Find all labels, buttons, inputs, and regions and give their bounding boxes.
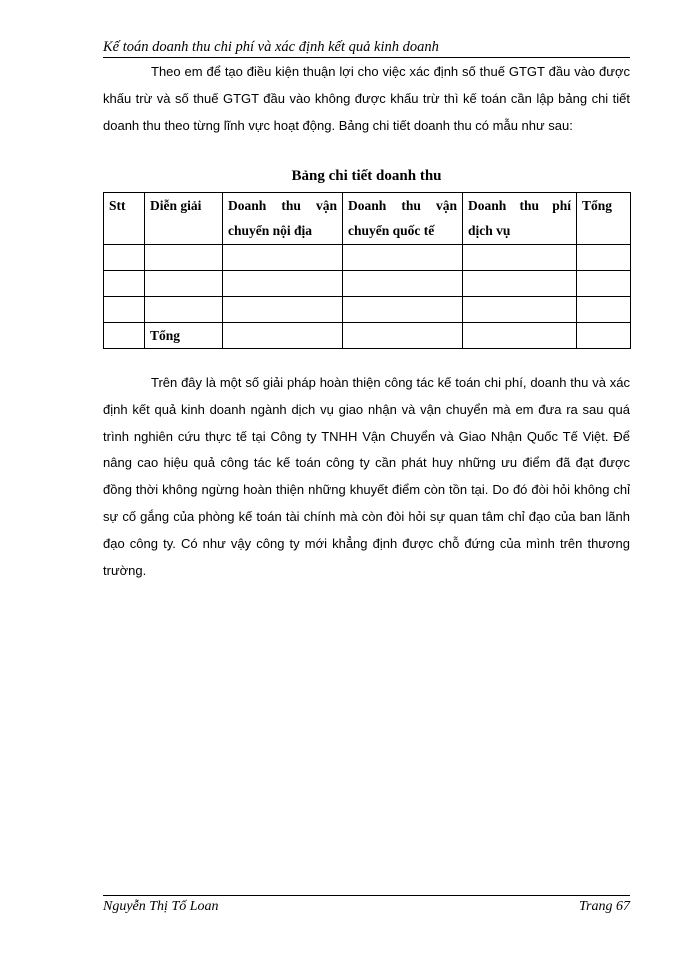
table-cell [463, 323, 577, 349]
table-cell [343, 271, 463, 297]
footer-divider [103, 895, 630, 896]
col-header-stt: Stt [104, 193, 145, 245]
table-cell [223, 323, 343, 349]
col-header-total: Tổng [577, 193, 631, 245]
table-header-row [104, 193, 631, 245]
table-cell [145, 297, 223, 323]
intro-paragraph: Theo em để tạo điều kiện thuận lợi cho việc xác định số thuế GTGT đầu vào được khấu trừ và số thuế GTGT đầu vào không được khấu trừ thì kế toán cần lập bảng chi tiết doanh thu theo từng lĩnh vực hoạt động. Bảng chi tiết doanh thu có mẫu như sau: [103, 64, 630, 133]
table-cell [343, 297, 463, 323]
table-cell [104, 297, 145, 323]
table-cell [223, 297, 343, 323]
table-cell [577, 245, 631, 271]
col-header-international-revenue: Doanh thu vận chuyển quốc tế [343, 193, 463, 245]
table-cell [104, 245, 145, 271]
table-cell [223, 245, 343, 271]
table-cell [145, 245, 223, 271]
table-cell [343, 245, 463, 271]
table-row [104, 297, 631, 323]
table-cell [104, 271, 145, 297]
table-cell [463, 245, 577, 271]
table-row [104, 245, 631, 271]
table-cell [145, 271, 223, 297]
conclusion-paragraph: Trên đây là một số giải pháp hoàn thiện công tác kế toán chi phí, doanh thu và xác định kết quả kinh doanh ngành dịch vụ giao nhận và vận chuyển mà em đưa ra sau quá trình nghiên cứu thực tế tại Công ty TNHH Vận Chuyển và Giao Nhận Quốc Tế Việt. Để nâng cao hiệu quả công tác kế toán công ty cần phát huy những ưu điểm đã đạt được đồng thời không ngừng hoàn thiện những khuyết điểm còn tồn tại. Do đó đòi hỏi không chỉ sự cố gắng của phòng kế toán tài chính mà còn đòi hỏi sự quan tâm chỉ đạo của ban lãnh đạo công ty. Có như vậy công ty mới khẳng định được chỗ đứng của mình trên thương trường. [103, 375, 630, 578]
table-cell [104, 323, 145, 349]
table-cell [343, 323, 463, 349]
header-divider [103, 57, 630, 58]
col-header-domestic-revenue: Doanh thu vận chuyển nội địa [223, 193, 343, 245]
footer-page-number: Trang 67 [579, 899, 630, 914]
page-header-title: Kế toán doanh thu chi phí và xác định kết quả kinh doanh [103, 39, 439, 55]
total-label: Tổng [145, 323, 223, 349]
col-header-service-fee-revenue: Doanh thu phí dịch vụ [463, 193, 577, 245]
table-cell [577, 271, 631, 297]
revenue-detail-table [103, 192, 631, 349]
table-cell [463, 297, 577, 323]
table-total-row [104, 323, 631, 349]
col-header-description: Diễn giải [145, 193, 223, 245]
table-cell [223, 271, 343, 297]
table-cell [577, 323, 631, 349]
table-title: Bảng chi tiết doanh thu [291, 168, 442, 184]
table-row [104, 271, 631, 297]
footer-author: Nguyễn Thị Tố Loan [103, 899, 219, 914]
table-cell [577, 297, 631, 323]
table-cell [463, 271, 577, 297]
